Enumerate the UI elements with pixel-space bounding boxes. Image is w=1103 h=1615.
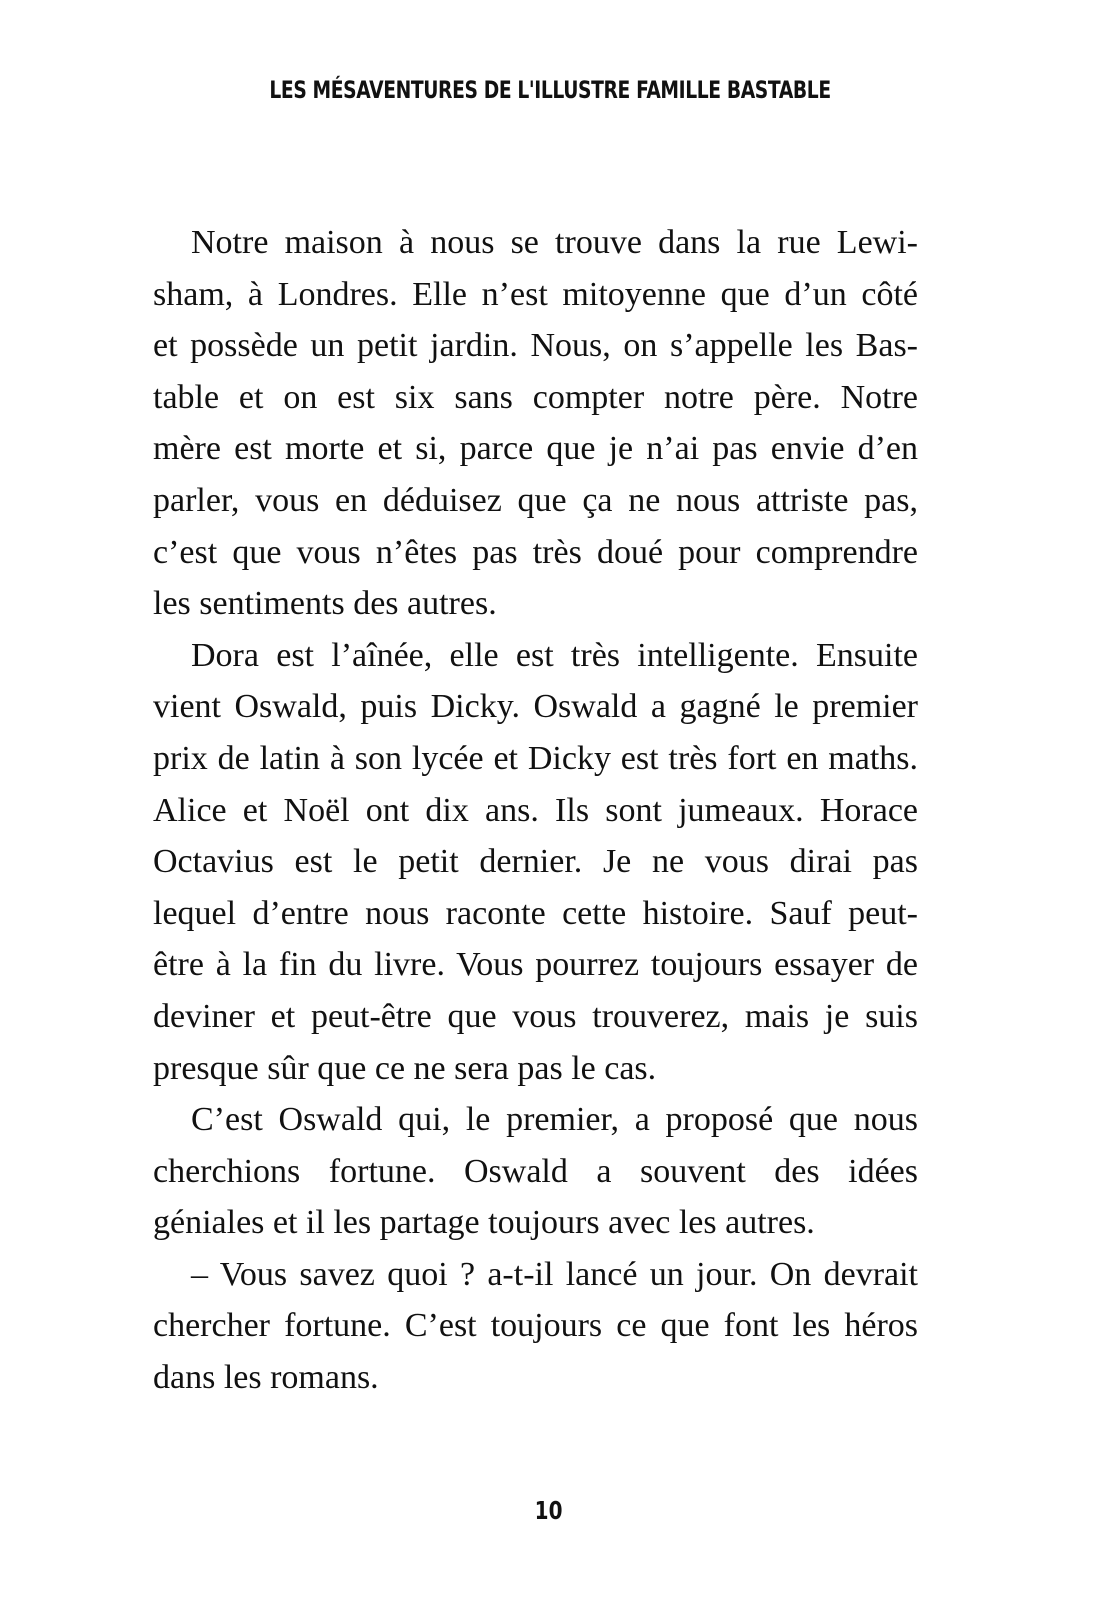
- text-line: et possède un petit jardin. Nous, on s’appelle les Bas-: [153, 327, 918, 365]
- text-line: – Vous savez quoi ? a-t-il lancé un jour. On devrait: [191, 1255, 918, 1293]
- text-line: presque sûr que ce ne sera pas le cas.: [153, 1049, 657, 1087]
- text-line: Octavius est le petit dernier. Je ne vous dirai pas: [153, 843, 918, 881]
- text-line: C’est Oswald qui, le premier, a proposé que nous: [191, 1101, 918, 1139]
- page-body: [153, 217, 918, 1404]
- paragraph-3: [153, 1094, 918, 1249]
- text-line: dans les romans.: [153, 1359, 379, 1397]
- text-line: parler, vous en déduisez que ça ne nous attriste pas,: [153, 481, 918, 519]
- text-line: table et on est six sans compter notre père. Notre: [153, 378, 918, 416]
- text-line: vient Oswald, puis Dicky. Oswald a gagné le premier: [153, 688, 918, 726]
- text-line: être à la fin du livre. Vous pourrez toujours essayer de: [153, 946, 918, 984]
- paragraph-4: [153, 1249, 918, 1404]
- text-line: c’est que vous n’êtes pas très doué pour comprendre: [153, 533, 918, 571]
- text-line: Alice et Noël ont dix ans. Ils sont jumeaux. Horace: [153, 791, 918, 829]
- text-line: sham, à Londres. Elle n’est mitoyenne que d’un côté: [153, 275, 918, 313]
- text-line: les sentiments des autres.: [153, 585, 497, 623]
- text-line: chercher fortune. C’est toujours ce que font les héros: [153, 1307, 918, 1345]
- text-line: prix de latin à son lycée et Dicky est très fort en maths.: [153, 739, 918, 777]
- paragraph-2: [153, 630, 918, 1094]
- text-line: géniales et il les partage toujours avec les autres.: [153, 1204, 815, 1242]
- page-number: 10: [534, 1496, 563, 1525]
- text-line: lequel d’entre nous raconte cette histoire. Sauf peut-: [153, 894, 918, 932]
- text-line: deviner et peut-être que vous trouverez, mais je suis: [153, 997, 918, 1035]
- text-line: mère est morte et si, parce que je n’ai pas envie d’en: [153, 430, 918, 468]
- text-line: Notre maison à nous se trouve dans la rue Lewi-: [191, 224, 918, 261]
- paragraph-1: [153, 217, 918, 630]
- text-line: cherchions fortune. Oswald a souvent des idées: [153, 1152, 918, 1190]
- text-line: Dora est l’aînée, elle est très intelligente. Ensuite: [191, 636, 918, 674]
- running-head-title: LES MÉSAVENTURES DE L'ILLUSTRE FAMILLE BASTABLE: [269, 76, 831, 104]
